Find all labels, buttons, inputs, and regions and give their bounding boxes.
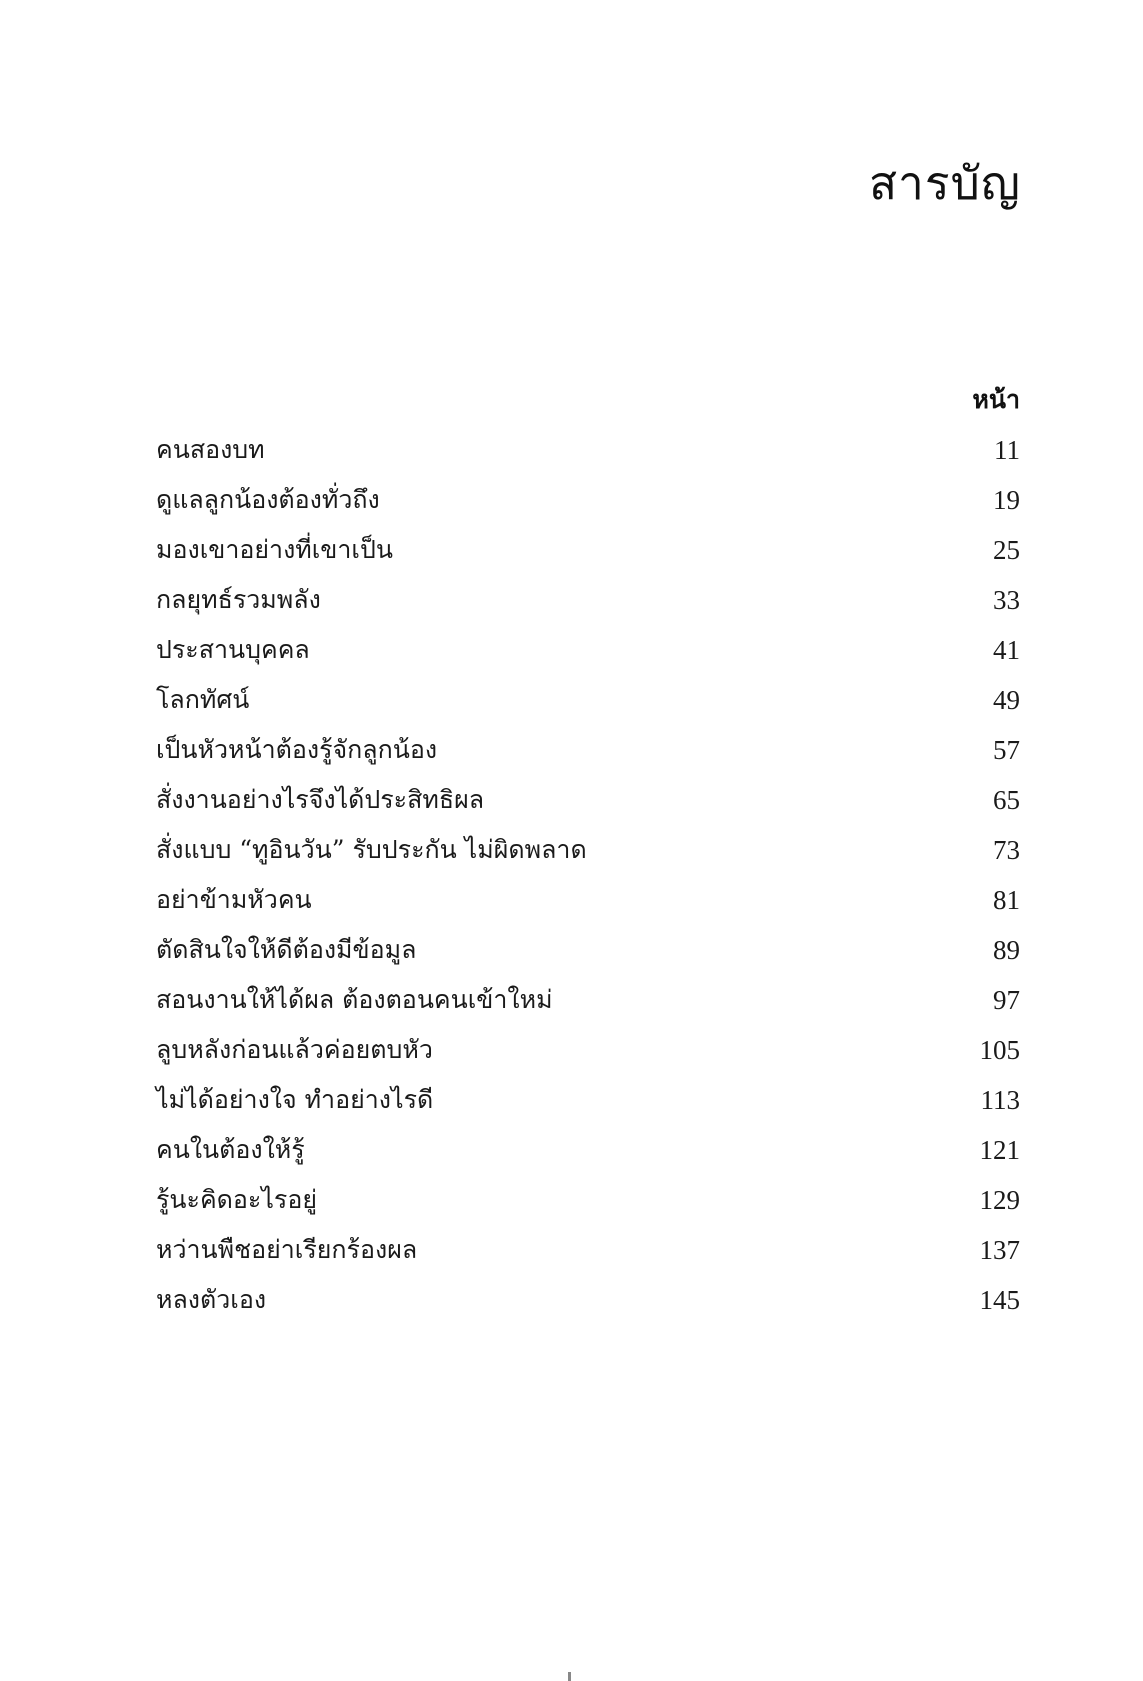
toc-entry-title: กลยุทธ์รวมพลัง xyxy=(156,585,321,614)
page-edge-mark xyxy=(568,1672,571,1681)
toc-entry xyxy=(156,1175,1020,1225)
toc-entry xyxy=(156,925,1020,975)
toc-entry xyxy=(156,1025,1020,1075)
toc-entry-title: ประสานบุคคล xyxy=(156,635,310,664)
table-of-contents xyxy=(156,375,1020,1325)
toc-entry-page-number: 25 xyxy=(993,534,1020,565)
toc-entry-page-number: 33 xyxy=(993,584,1020,615)
toc-entry-page-number: 89 xyxy=(993,934,1020,965)
toc-entry-title: ไม่ได้อย่างใจ ทำอย่างไรดี xyxy=(156,1085,434,1114)
toc-entry-title: สอนงานให้ได้ผล ต้องตอนคนเข้าใหม่ xyxy=(156,985,553,1014)
toc-entry xyxy=(156,625,1020,675)
toc-entry xyxy=(156,425,1020,475)
toc-entry-title: เป็นหัวหน้าต้องรู้จักลูกน้อง xyxy=(156,735,438,764)
toc-entry-page-number: 145 xyxy=(979,1284,1020,1315)
toc-entry-page-number: 129 xyxy=(979,1184,1020,1215)
toc-entry-title: คนในต้องให้รู้ xyxy=(156,1135,305,1164)
toc-entry-page-number: 57 xyxy=(993,734,1020,765)
toc-entry-title: อย่าข้ามหัวคน xyxy=(156,885,312,914)
toc-entry-page-number: 81 xyxy=(993,884,1020,915)
toc-entry-page-number: 65 xyxy=(993,784,1020,815)
toc-entry xyxy=(156,525,1020,575)
page-title: สารบัญ xyxy=(868,156,1021,210)
toc-entry-title: ดูแลลูกน้องต้องทั่วถึง xyxy=(156,485,380,514)
toc-entry xyxy=(156,825,1020,875)
toc-entry-page-number: 73 xyxy=(993,834,1020,865)
toc-entry-title: หลงตัวเอง xyxy=(156,1285,267,1314)
toc-entry-title: ตัดสินใจให้ดีต้องมีข้อมูล xyxy=(156,935,417,964)
toc-entry xyxy=(156,775,1020,825)
toc-entry-title: สั่งแบบ “ทูอินวัน” รับประกัน ไม่ผิดพลาด xyxy=(156,835,587,864)
toc-entry-page-number: 49 xyxy=(993,684,1020,715)
toc-entry xyxy=(156,1075,1020,1125)
toc-entry-page-number: 19 xyxy=(993,484,1020,515)
page-column-heading: หน้า xyxy=(972,385,1020,414)
toc-entry-title: หว่านพืชอย่าเรียกร้องผล xyxy=(156,1235,418,1264)
toc-entry-page-number: 11 xyxy=(994,434,1020,465)
toc-entry xyxy=(156,1125,1020,1175)
toc-entry-page-number: 113 xyxy=(980,1084,1020,1115)
toc-entry-page-number: 105 xyxy=(979,1034,1020,1065)
toc-entry xyxy=(156,575,1020,625)
toc-entry-title: สั่งงานอย่างไรจึงได้ประสิทธิผล xyxy=(156,785,485,814)
toc-entry xyxy=(156,725,1020,775)
toc-entry xyxy=(156,675,1020,725)
toc-list xyxy=(156,425,1020,1325)
toc-entry xyxy=(156,1275,1020,1325)
toc-entry-title: รู้นะคิดอะไรอยู่ xyxy=(156,1185,318,1214)
toc-entry-title: โลกทัศน์ xyxy=(156,685,250,714)
toc-entry-page-number: 97 xyxy=(993,984,1020,1015)
toc-header xyxy=(156,375,1020,425)
toc-entry xyxy=(156,975,1020,1025)
toc-entry xyxy=(156,875,1020,925)
toc-entry xyxy=(156,1225,1020,1275)
toc-entry xyxy=(156,475,1020,525)
toc-entry-page-number: 41 xyxy=(993,634,1020,665)
toc-entry-page-number: 121 xyxy=(979,1134,1020,1165)
toc-entry-title: มองเขาอย่างที่เขาเป็น xyxy=(156,535,393,564)
toc-entry-title: ลูบหลังก่อนแล้วค่อยตบหัว xyxy=(156,1035,433,1064)
toc-entry-title: คนสองบท xyxy=(156,435,265,464)
toc-entry-page-number: 137 xyxy=(979,1234,1020,1265)
